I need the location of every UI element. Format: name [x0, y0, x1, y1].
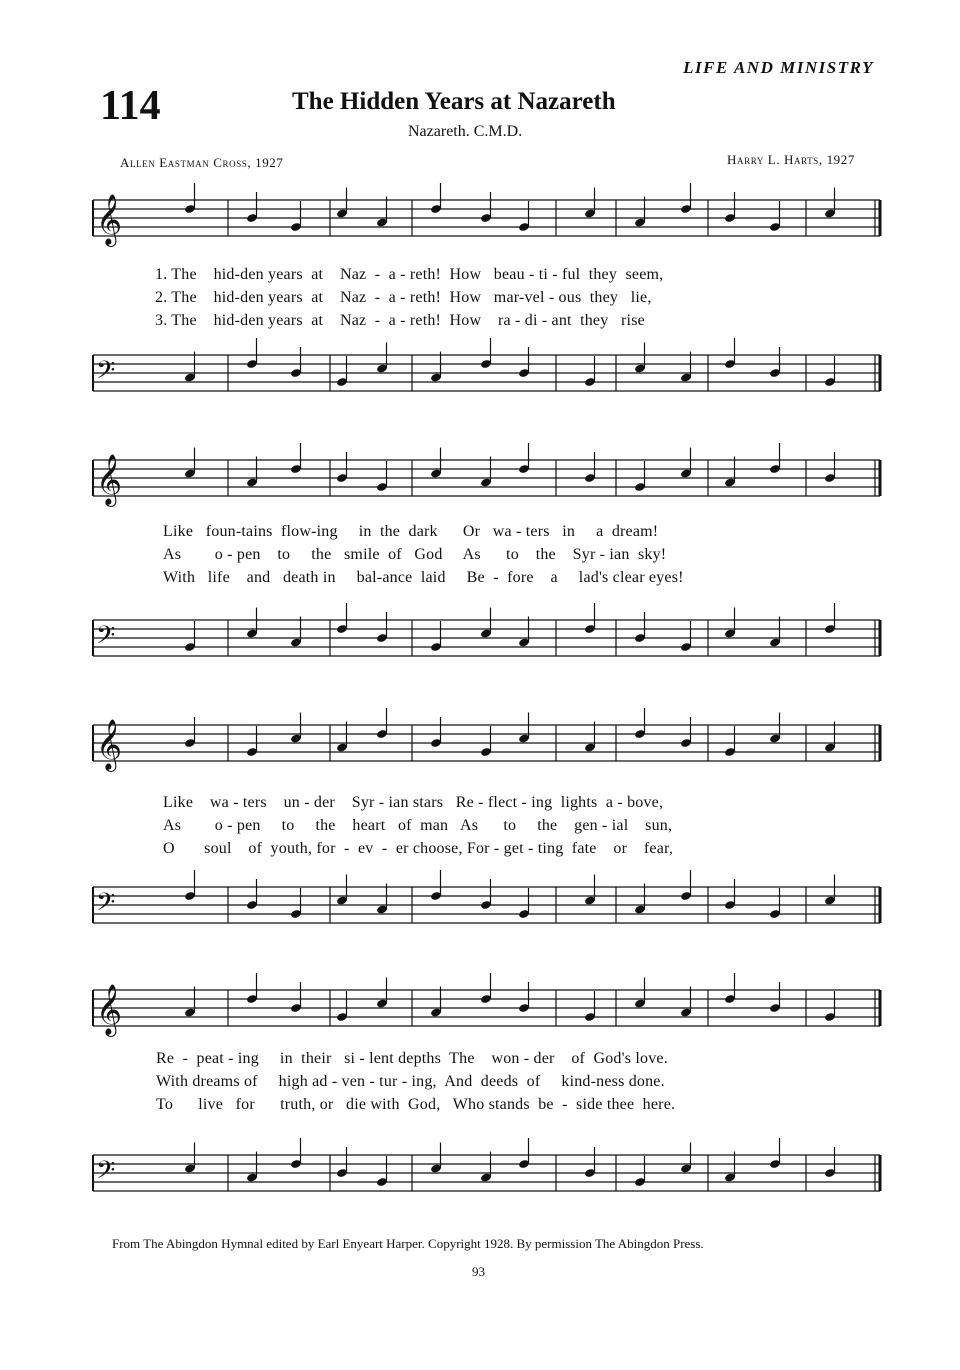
bass-clef: 𝄢: [96, 888, 116, 923]
bass-staff-3: [0, 872, 960, 952]
treble-staff-4: [0, 975, 960, 1045]
bass-staff-1: [0, 340, 960, 420]
treble-staff-1: [0, 185, 960, 255]
lyric-line: Like wa - ters un - der Syr - ian stars Re - flect - ing lights a - bove,: [163, 794, 664, 811]
treble-staff-2: [0, 445, 960, 515]
lyric-line: As o - pen to the smile of God As to the Syr - ian sky!: [163, 546, 667, 563]
hymn-number: 114: [100, 83, 161, 129]
lyric-line: O soul of youth, for - ev - er choose, For - get - ting fate or fear,: [163, 840, 674, 857]
hymn-title: The Hidden Years at Nazareth: [292, 88, 616, 115]
bass-clef: 𝄢: [96, 621, 116, 656]
lyric-line: 1. The hid-den years at Naz - a - reth! How beau - ti - ful they seem,: [155, 266, 664, 283]
bass-clef: 𝄢: [96, 356, 116, 391]
lyric-line: With dreams of high ad - ven - tur - ing, And deeds of kind-ness done.: [156, 1073, 665, 1090]
treble-clef: 𝄞: [96, 194, 123, 245]
lyric-line: To live for truth, or die with God, Who stands be - side thee here.: [156, 1096, 676, 1113]
lyric-line: 2. The hid-den years at Naz - a - reth! How mar-vel - ous they lie,: [155, 289, 652, 306]
composer-credit: Harry L. Harts, 1927: [727, 152, 855, 167]
bass-clef: 𝄢: [96, 1156, 116, 1191]
treble-clef: 𝄞: [96, 984, 123, 1035]
treble-clef: 𝄞: [96, 454, 123, 505]
author-credit: Allen Eastman Cross, 1927: [120, 155, 284, 170]
lyric-line: Re - peat - ing in their si - lent depths The won - der of God's love.: [156, 1050, 668, 1067]
lyric-line: With life and death in bal-ance laid Be - fore a lad's clear eyes!: [163, 569, 684, 586]
bass-staff-2: [0, 605, 960, 685]
lyric-line: Like foun-tains flow-ing in the dark Or wa - ters in a dream!: [163, 523, 659, 540]
copyright-credit: From The Abingdon Hymnal edited by Earl Enyeart Harper. Copyright 1928. By permission The Abingdon Press.: [112, 1236, 704, 1251]
bass-staff-4: [0, 1140, 960, 1220]
treble-clef: 𝄞: [96, 719, 123, 770]
lyric-line: As o - pen to the heart of man As to the gen - ial sun,: [163, 817, 673, 834]
page-number: 93: [472, 1264, 485, 1279]
lyric-line: 3. The hid-den years at Naz - a - reth! How ra - di - ant they rise: [155, 312, 645, 329]
section-heading: LIFE AND MINISTRY: [683, 58, 874, 77]
tune-name: Nazareth. C.M.D.: [408, 123, 523, 140]
treble-staff-3: [0, 710, 960, 780]
